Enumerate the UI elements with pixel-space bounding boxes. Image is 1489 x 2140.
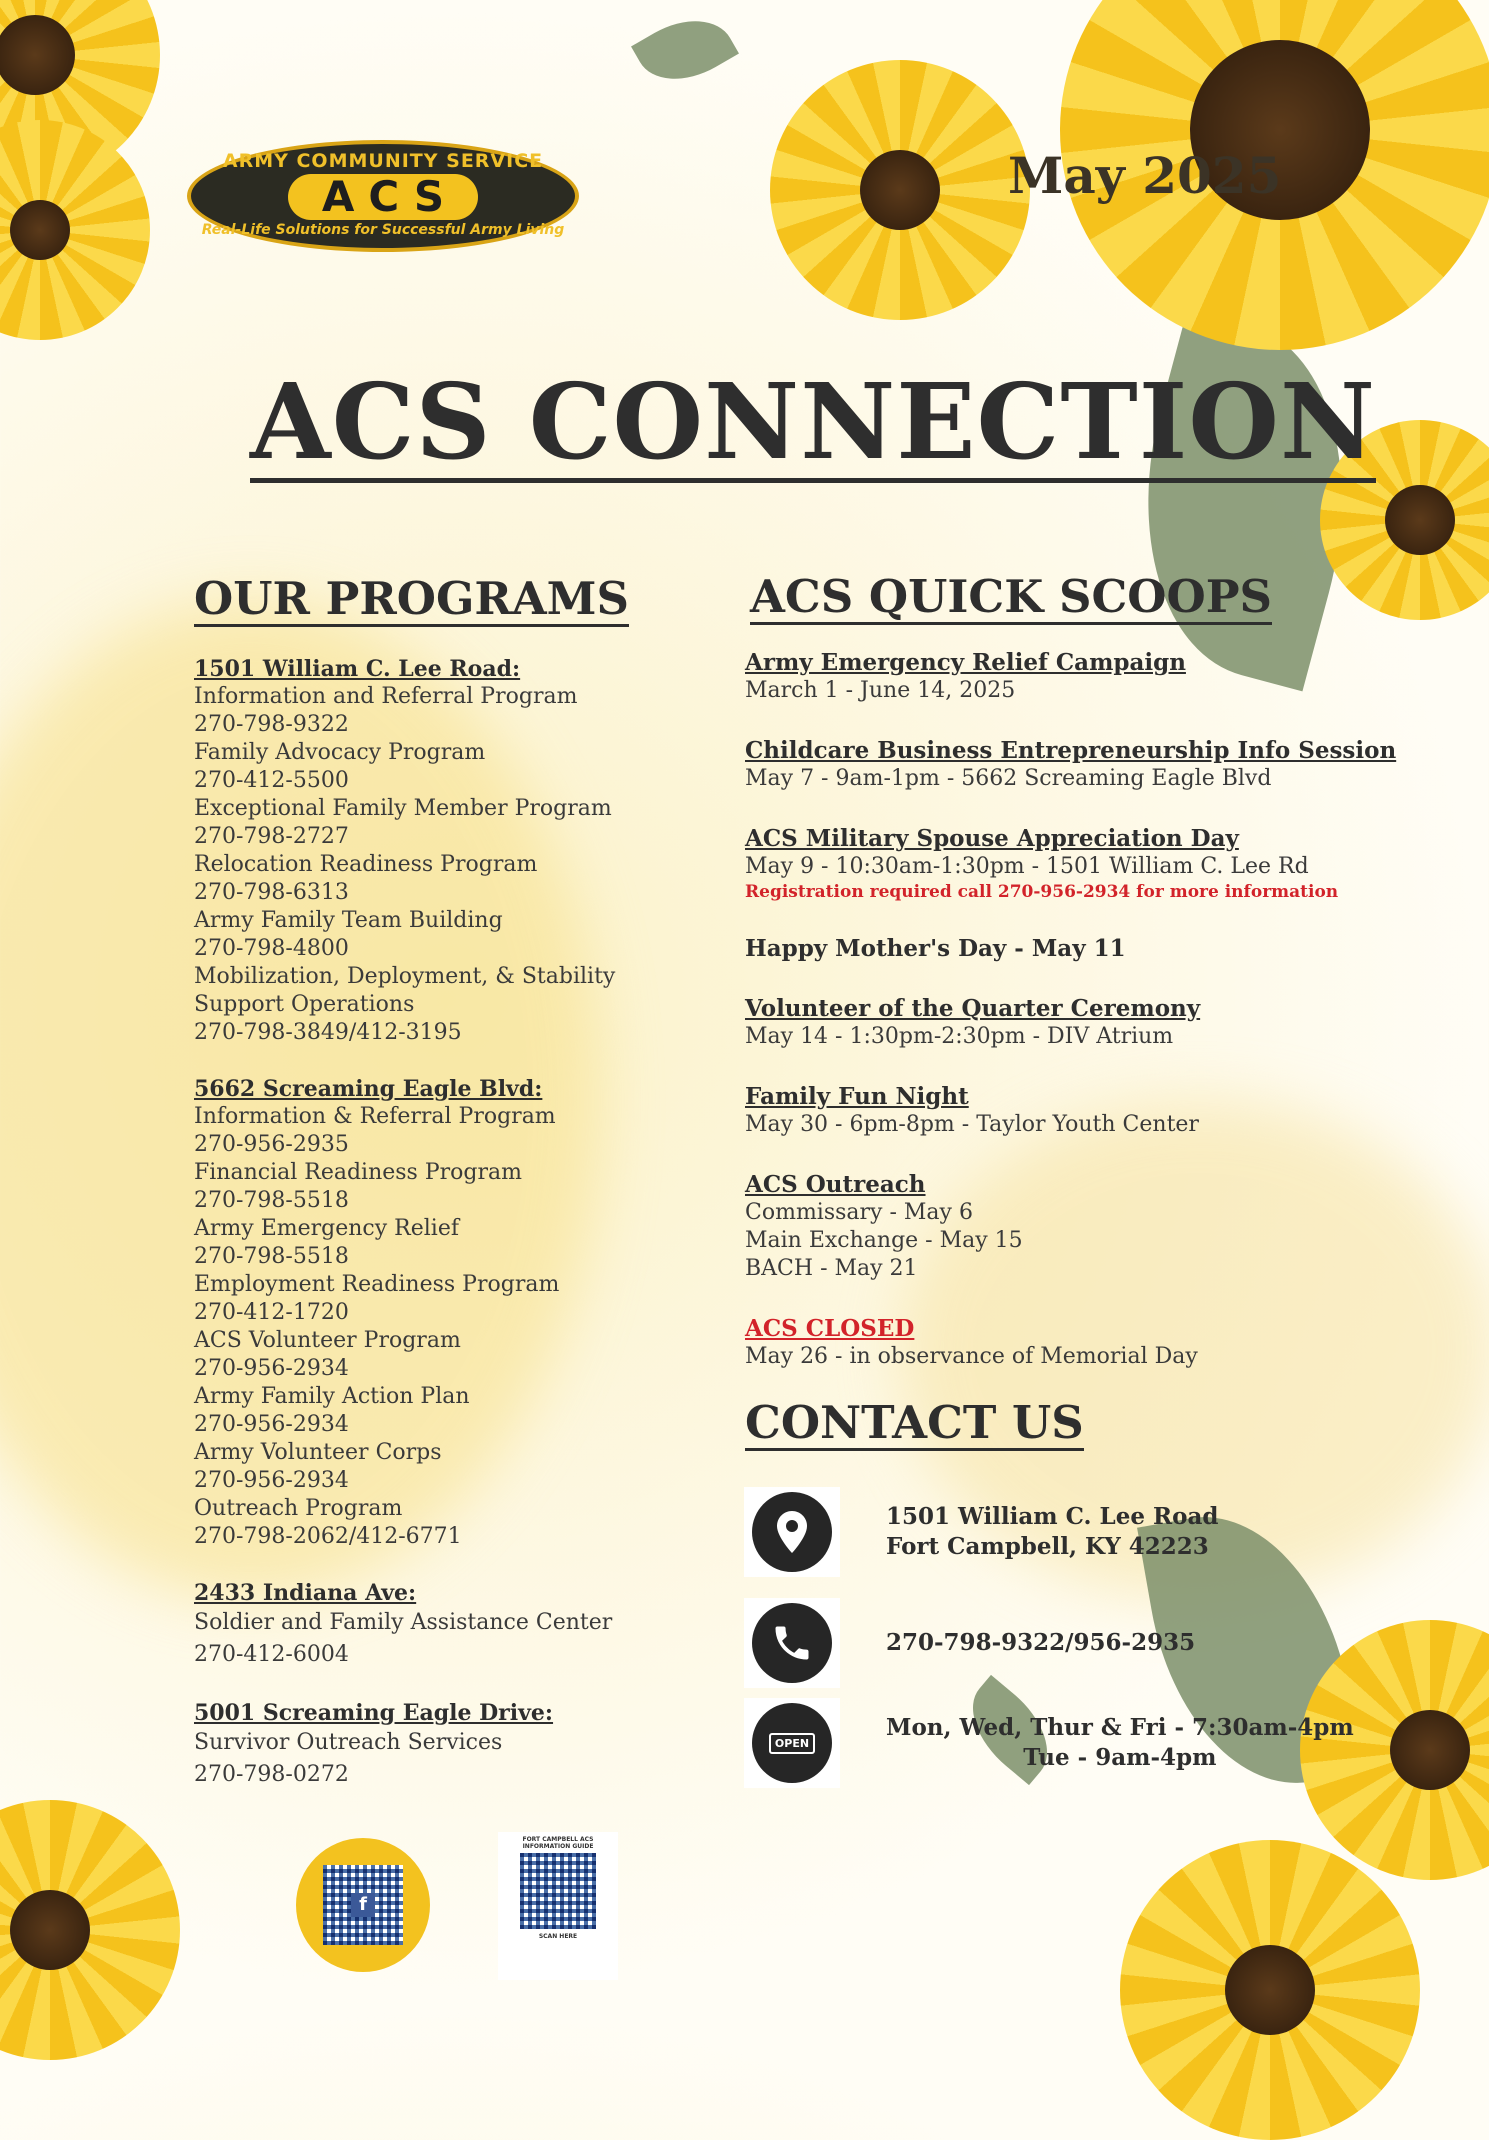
program-name: Financial Readiness Program xyxy=(194,1160,522,1185)
program-phone: 270-798-5518 xyxy=(194,1244,349,1269)
program-address: 2433 Indiana Ave: xyxy=(194,1580,417,1606)
program-phone: 270-956-2934 xyxy=(194,1412,349,1437)
scoop-item xyxy=(745,737,1425,793)
scoop-title: ACS CLOSED xyxy=(745,1315,915,1342)
scoop-detail: Main Exchange - May 15 xyxy=(745,1228,1023,1253)
sunflower-decoration xyxy=(0,120,150,340)
program-phone: 270-798-3849/412-3195 xyxy=(194,1020,462,1045)
program-phone: 270-956-2934 xyxy=(194,1356,349,1381)
scoop-title: ACS Military Spouse Appreciation Day xyxy=(745,825,1239,852)
scoop-detail: May 26 - in observance of Memorial Day xyxy=(745,1344,1198,1369)
contact-hours xyxy=(744,1698,1354,1788)
scoop-item xyxy=(745,995,1425,1051)
scoop-title: Volunteer of the Quarter Ceremony xyxy=(745,995,1201,1022)
contact-phone xyxy=(744,1598,1195,1688)
facebook-qr-code[interactable] xyxy=(296,1838,430,1972)
program-phone: 270-798-9322 xyxy=(194,712,349,737)
program-phone: 270-956-2935 xyxy=(194,1132,349,1157)
program-name: Information & Referral Program xyxy=(194,1104,556,1129)
programs-list xyxy=(194,655,664,1791)
scoop-item xyxy=(745,649,1425,705)
program-phone: 270-798-4800 xyxy=(194,936,349,961)
program-address: 1501 William C. Lee Road: xyxy=(194,656,521,682)
phone-icon xyxy=(744,1598,840,1688)
address-line-2: Fort Campbell, KY 42223 xyxy=(886,1533,1209,1560)
program-address: 5001 Screaming Eagle Drive: xyxy=(194,1700,554,1726)
scoop-item xyxy=(745,1083,1425,1139)
sunflower-decoration xyxy=(0,1800,180,2060)
scoop-item xyxy=(745,1171,1425,1283)
scoop-detail: May 9 - 10:30am-1:30pm - 1501 William C. Lee Rd xyxy=(745,854,1309,879)
program-phone: 270-412-6004 xyxy=(194,1642,349,1667)
program-name: Survivor Outreach Services xyxy=(194,1730,503,1755)
scoop-detail: March 1 - June 14, 2025 xyxy=(745,678,1016,703)
hours-line-2: Tue - 9am-4pm xyxy=(1023,1744,1217,1771)
program-name: Family Advocacy Program xyxy=(194,740,486,765)
program-address: 5662 Screaming Eagle Blvd: xyxy=(194,1076,543,1102)
qr-scan-label: SCAN HERE xyxy=(538,1933,578,1940)
facebook-icon: f xyxy=(351,1893,375,1917)
program-name: Army Family Team Building xyxy=(194,908,503,933)
program-name: ACS Volunteer Program xyxy=(194,1328,461,1353)
scoops-heading: ACS QUICK SCOOPS xyxy=(750,570,1273,623)
program-phone: 270-798-0272 xyxy=(194,1762,349,1787)
logo-tagline: Real-Life Solutions for Successful Army Living xyxy=(201,222,565,238)
program-phone: 270-798-5518 xyxy=(194,1188,349,1213)
scoop-detail: May 14 - 1:30pm-2:30pm - DIV Atrium xyxy=(745,1024,1174,1049)
open-sign-icon xyxy=(744,1698,840,1788)
scoop-detail: May 30 - 6pm-8pm - Taylor Youth Center xyxy=(745,1112,1199,1137)
program-phone: 270-798-2727 xyxy=(194,824,349,849)
info-guide-qr-code[interactable] xyxy=(498,1832,618,1980)
phone-number: 270-798-9322/956-2935 xyxy=(886,1629,1196,1656)
scoop-title: Family Fun Night xyxy=(745,1083,969,1110)
program-phone: 270-798-6313 xyxy=(194,880,349,905)
program-name: Soldier and Family Assistance Center xyxy=(194,1610,613,1635)
hours-line-1: Mon, Wed, Thur & Fri - 7:30am-4pm xyxy=(886,1714,1354,1741)
scoop-item xyxy=(745,1315,1425,1371)
logo-top-text: ARMY COMMUNITY SERVICE xyxy=(222,150,544,172)
program-phone: 270-412-1720 xyxy=(194,1300,349,1325)
program-name: Information and Referral Program xyxy=(194,684,578,709)
address-line-1: 1501 William C. Lee Road xyxy=(886,1503,1219,1530)
scoop-item xyxy=(745,935,1425,963)
program-name: Army Emergency Relief xyxy=(194,1216,459,1241)
sunflower-decoration xyxy=(770,60,1030,320)
program-name: Support Operations xyxy=(194,992,415,1017)
scoop-detail: BACH - May 21 xyxy=(745,1256,918,1281)
program-name: Relocation Readiness Program xyxy=(194,852,538,877)
contact-address xyxy=(744,1487,1218,1577)
location-pin-icon xyxy=(744,1487,840,1577)
scoop-detail: Commissary - May 6 xyxy=(745,1200,973,1225)
programs-heading: OUR PROGRAMS xyxy=(194,572,629,625)
page-title: ACS CONNECTION xyxy=(250,360,1377,483)
program-name: Army Family Action Plan xyxy=(194,1384,470,1409)
logo-acs-text: ACS xyxy=(288,174,478,220)
program-name: Army Volunteer Corps xyxy=(194,1440,442,1465)
scoop-note: Registration required call 270-956-2934 for more information xyxy=(745,882,1339,902)
scoops-list xyxy=(745,649,1425,1403)
program-name: Outreach Program xyxy=(194,1496,403,1521)
scoop-detail: May 7 - 9am-1pm - 5662 Screaming Eagle Blvd xyxy=(745,766,1272,791)
acs-logo xyxy=(187,140,579,252)
program-phone: 270-412-5500 xyxy=(194,768,349,793)
sunflower-decoration xyxy=(1120,1840,1420,2140)
scoop-item xyxy=(745,825,1425,903)
program-name: Exceptional Family Member Program xyxy=(194,796,612,821)
scoop-title: Childcare Business Entrepreneurship Info Session xyxy=(745,737,1397,764)
program-name: Employment Readiness Program xyxy=(194,1272,560,1297)
program-name: Mobilization, Deployment, & Stability xyxy=(194,964,616,989)
leaf-decoration xyxy=(631,2,739,99)
contact-heading: CONTACT US xyxy=(745,1396,1084,1449)
scoop-highlight: Happy Mother's Day - May 11 xyxy=(745,935,1126,962)
issue-month: May 2025 xyxy=(1008,146,1282,205)
program-phone: 270-798-2062/412-6771 xyxy=(194,1524,462,1549)
open-sign-text: OPEN xyxy=(769,1733,815,1754)
scoop-title: ACS Outreach xyxy=(745,1171,926,1198)
program-phone: 270-956-2934 xyxy=(194,1468,349,1493)
scoop-title: Army Emergency Relief Campaign xyxy=(745,649,1186,676)
qr-caption: FORT CAMPBELL ACS INFORMATION GUIDE xyxy=(522,1836,594,1850)
